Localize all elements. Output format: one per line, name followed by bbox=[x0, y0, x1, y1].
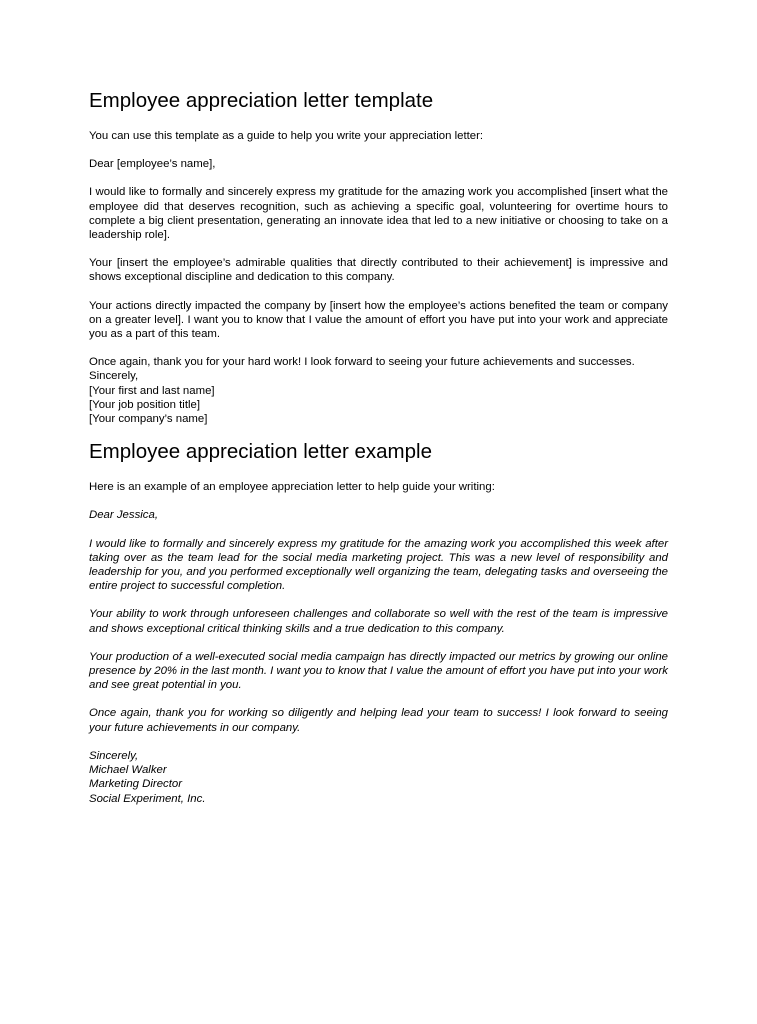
template-section bbox=[89, 88, 668, 426]
template-sign-name: [Your first and last name] bbox=[89, 384, 215, 397]
document-page bbox=[89, 88, 668, 806]
template-salutation: Dear [employee’s name], bbox=[89, 158, 216, 171]
template-closing: Sincerely, bbox=[89, 370, 139, 383]
example-salutation: Dear Jessica, bbox=[89, 509, 159, 522]
example-sign-company: Social Experiment, Inc. bbox=[89, 792, 206, 805]
template-paragraph-3: Your actions directly impacted the company by [insert how the employee’s actions benefited the team or company on a greater level]. I want you to know that I value the amount of effort you have put into your work and appreciate you as a part of this team. bbox=[89, 299, 668, 341]
example-section bbox=[89, 439, 668, 805]
template-intro: You can use this template as a guide to help you write your appreciation letter: bbox=[89, 130, 484, 142]
example-signature-block bbox=[89, 749, 668, 806]
template-sign-title: [Your job position title] bbox=[89, 398, 201, 411]
example-intro: Here is an example of an employee appreciation letter to help guide your writing: bbox=[89, 481, 495, 494]
example-sign-title: Marketing Director bbox=[89, 778, 183, 791]
template-heading: Employee appreciation letter template bbox=[89, 89, 434, 112]
example-closing: Sincerely, bbox=[89, 749, 139, 762]
example-paragraph-2: Your ability to work through unforeseen challenges and collaborate so well with the rest of the team is impressive and shows exceptional critical thinking skills and a true dedication to this company. bbox=[89, 608, 668, 635]
example-heading: Employee appreciation letter example bbox=[89, 440, 432, 464]
template-signature-block bbox=[89, 369, 668, 426]
template-sign-company: [Your company’s name] bbox=[89, 413, 208, 426]
example-paragraph-4: Once again, thank you for working so diligently and helping lead your team to success! I look forward to seeing your future achievements in our company. bbox=[89, 707, 668, 734]
template-paragraph-4: Once again, thank you for your hard work! I look forward to seeing your future achievements and successes. bbox=[89, 356, 635, 369]
example-paragraph-1: I would like to formally and sincerely express my gratitude for the amazing work you accomplished this week after taking over as the team lead for the social media marketing project. This was a new level of responsibility and leadership for you, and you performed exceptionally well organizing the team, delegating tasks and overseeing the entire project to successful completion. bbox=[89, 537, 668, 593]
template-paragraph-2: Your [insert the employee’s admirable qualities that directly contributed to their achievement] is impressive and shows exceptional discipline and dedication to this company. bbox=[89, 257, 668, 284]
example-paragraph-3: Your production of a well-executed social media campaign has directly impacted our metrics by growing our online presence by 20% in the last month. I want you to know that I value the amount of effort you have put into your work and see great potential in you. bbox=[89, 650, 668, 692]
template-paragraph-1: I would like to formally and sincerely express my gratitude for the amazing work you accomplished [insert what the employee did that deserves recognition, such as achieving a specific goal, volunteering for overtime hours to complete a big client presentation, generating an innovate idea that led to a new initiative or choosing to take on a leadership role]. bbox=[89, 186, 668, 242]
example-sign-name: Michael Walker bbox=[89, 764, 167, 777]
